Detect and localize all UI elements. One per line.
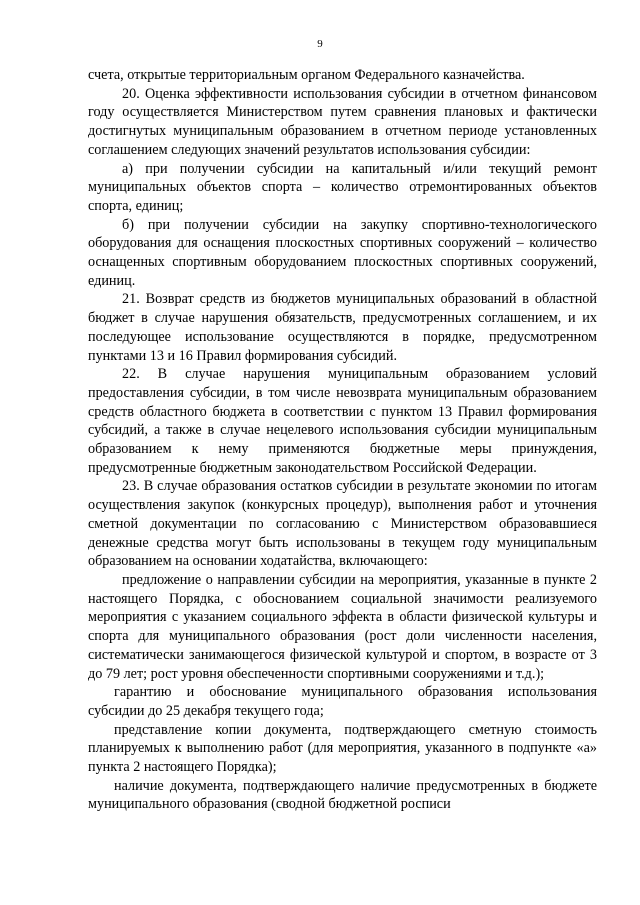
paragraph-item-22: 22. В случае нарушения муниципальным образованием условий предоставления субсидии, в том числе невозврата муниципальным образованием средств областного бюджета в соответствии с пунктом 13 Правил формирования субсидий, а также в случае нецелевого использования субсидии муниципальным образованием к нему применяются бюджетные меры принуждения, предусмотренные бюджетным законодательством Российской Федерации. — [88, 366, 597, 476]
paragraph-budget-document: наличие документа, подтверждающего наличие предусмотренных в бюджете муниципального образования (сводной бюджетной росписи — [88, 777, 597, 813]
page-number: 9 — [317, 38, 323, 50]
paragraph-item-20: 20. Оценка эффективности использования субсидии в отчетном финансовом году осуществляется Министерством путем сравнения плановых и фактически достигнутых муниципальным образованием в отчетном периоде установленных соглашением следующих значений результатов использования субсидии: — [88, 85, 597, 158]
paragraph-proposal: предложение о направлении субсидии на мероприятия, указанные в пункте 2 настоящего Порядка, с обоснованием социальной значимости реализуемого мероприятия с указанием социального эффекта в области физической культуры и спорта для муниципального образования (рост доли численности населения, систематически занимающегося физической культурой и спортом, в возрасте от 3 до 79 лет; рост уровня обеспеченности спортивными сооружениями и т.д.); — [88, 571, 597, 682]
paragraph-subitem-a: а) при получении субсидии на капитальный и/или текущий ремонт муниципальных объектов спорта – количество отремонтированных объектов спорта, единиц; — [88, 160, 597, 214]
paragraph-item-23: 23. В случае образования остатков субсидии в результате экономии по итогам осуществления закупок (конкурсных процедур), выполнения работ и уточнения сметной документации по согласованию с Министерством образовавшиеся денежные средства могут быть использованы в текущем году муниципальным образованием на основании ходатайства, включающего: — [88, 478, 597, 570]
paragraph-guarantee: гарантию и обоснование муниципального образования использования субсидии до 25 декабря текущего года; — [88, 684, 597, 719]
paragraph-item-21: 21. Возврат средств из бюджетов муниципальных образований в областной бюджет в случае нарушения обязательств, предусмотренных соглашением, и их последующее использование осуществляются в порядке, предусмотренном пунктами 13 и 16 Правил формирования субсидий. — [88, 291, 597, 364]
paragraph-continuation: счета, открытые территориальным органом Федерального казначейства. — [88, 67, 525, 83]
paragraph-document-copy: представление копии документа, подтверждающего сметную стоимость планируемых к выполнению работ (для мероприятия, указанного в подпункте «а» пункта 2 настоящего Порядка); — [88, 721, 597, 776]
paragraph-subitem-b: б) при получении субсидии на закупку спортивно-технологического оборудования для оснащения плоскостных спортивных сооружений – количество оснащенных спортивным оборудованием плоскостных спортивных сооружений, единиц. — [88, 216, 597, 289]
document-body — [88, 66, 597, 814]
